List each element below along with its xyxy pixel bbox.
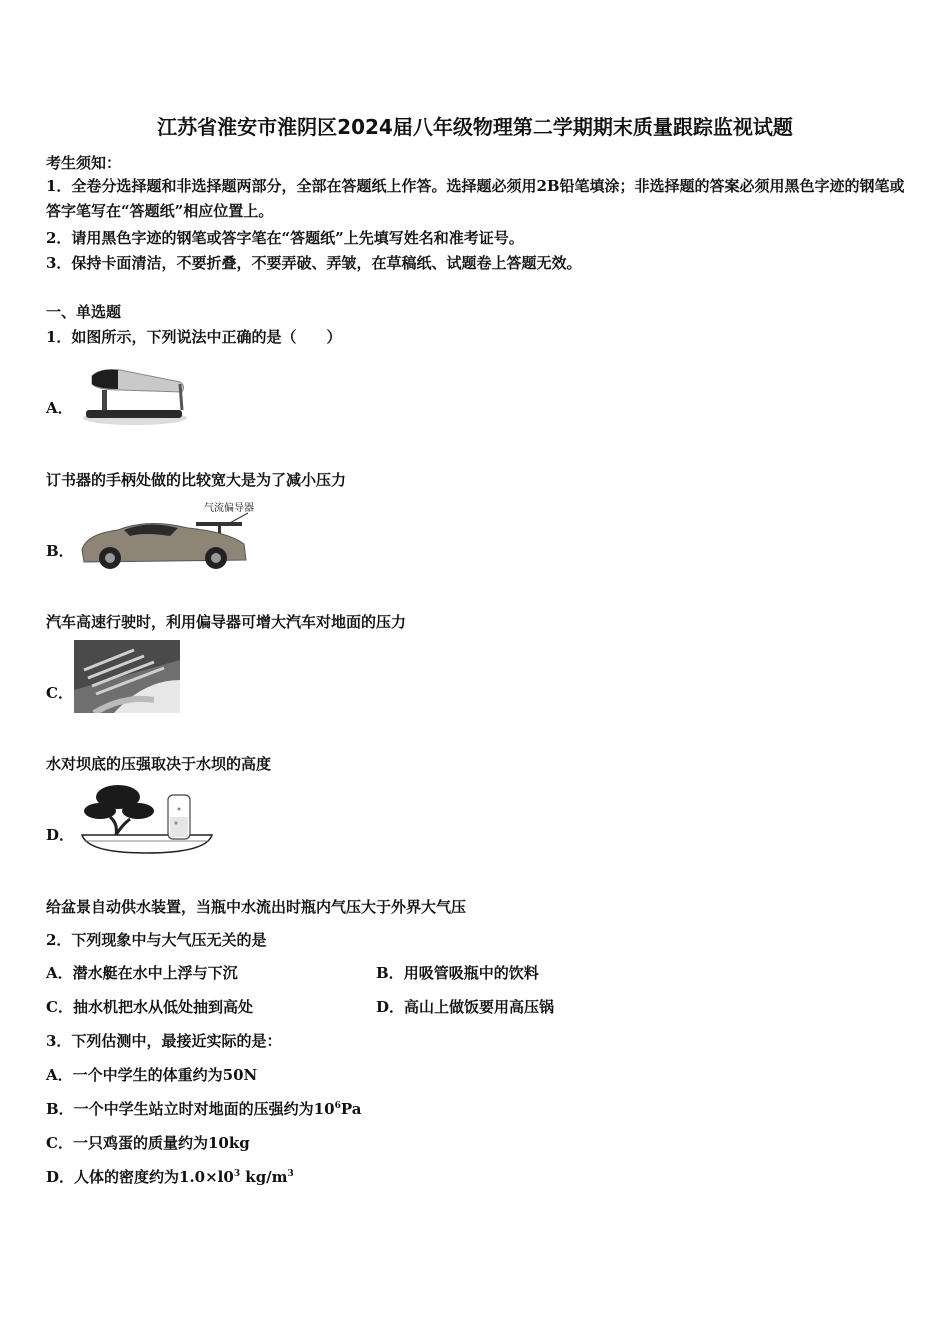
q3-option-d-text: D．人体的密度约为1.0×l0 [46,1168,234,1186]
q2-stem: 2．下列现象中与大气压无关的是 [46,931,267,949]
q2-option-c-text: 抽水机把水从低处抽到高处 [72,998,253,1016]
q2-option-b-text: 用吸管吸瓶中的饮料 [403,964,539,982]
spoiler-caption: 气流偏导器 [204,503,254,514]
q1-option-b-text: 汽车高速行驶时，利用偏导器可增大汽车对地面的压力 [46,613,407,631]
q2-option-a [46,962,238,983]
q2-option-d-label: D． [376,998,405,1016]
q2-option-c-label: C． [46,998,73,1016]
q3-option-d-unit: kg/m [240,1168,288,1186]
q1-option-b-label: B． [46,542,74,560]
q2-option-b-label: B． [376,964,404,982]
q3-option-b-text: B．一个中学生站立时对地面的压强约为10 [46,1100,335,1118]
dam-image [74,640,180,713]
stapler-image [80,362,188,428]
notice-item-3: 3．保持卡面清洁，不要折叠，不要弄破、弄皱，在草稿纸、试题卷上答题无效。 [46,254,582,272]
bonsai-water-bottle-image [80,783,214,857]
q3-option-d-unit-exponent: 3 [287,1169,294,1179]
page-title: 江苏省淮安市淮阴区2024届八年级物理第二学期期末质量跟踪监视试题 [157,115,793,139]
q1-option-a-text: 订书器的手柄处做的比较宽大是为了减小压力 [46,471,347,489]
sports-car-image [78,510,248,572]
q2-option-b [376,962,539,983]
q3-option-a: A．一个中学生的体重约为50N [46,1066,258,1084]
q1-option-a-label: A． [46,399,73,417]
q2-option-c [46,996,253,1017]
q1-stem: 1．如图所示，下列说法中正确的是（ ） [46,328,342,346]
q3-stem: 3．下列估测中，最接近实际的是： [46,1032,282,1050]
q2-option-a-text: 潜水艇在水中上浮与下沉 [72,964,238,982]
q3-option-d-exponent: 3 [233,1169,241,1179]
notice-item-1: 1．全卷分选择题和非选择题两部分，全部在答题纸上作答。选择题必须用2B铅笔填涂；非选择题的答案必须用黑色字迹的钢笔或答字笔写在“答题纸”相应位置上。 [46,177,905,220]
q3-option-b-unit: Pa [340,1100,362,1118]
q1-option-d-text: 给盆景自动供水装置，当瓶中水流出时瓶内气压大于外界大气压 [46,898,467,916]
q3-option-c: C．一只鸡蛋的质量约为10kg [46,1134,250,1152]
q3-option-b-exponent: 6 [334,1101,341,1111]
q1-option-c-text: 水对坝底的压强取决于水坝的高度 [46,755,272,773]
q2-option-d-text: 高山上做饭要用高压锅 [404,998,555,1016]
notice-item-2: 2．请用黑色字迹的钢笔或答字笔在“答题纸”上先填写姓名和准考证号。 [46,229,524,247]
section-heading: 一、单选题 [46,303,122,321]
q2-option-d [376,996,554,1017]
q1-option-d-label: D． [46,826,75,844]
q3-option-d [46,1166,294,1187]
notice-heading: 考生须知： [46,154,122,172]
q3-option-b [46,1098,361,1119]
q2-option-a-label: A． [46,964,73,982]
q1-option-c-label: C． [46,684,73,702]
